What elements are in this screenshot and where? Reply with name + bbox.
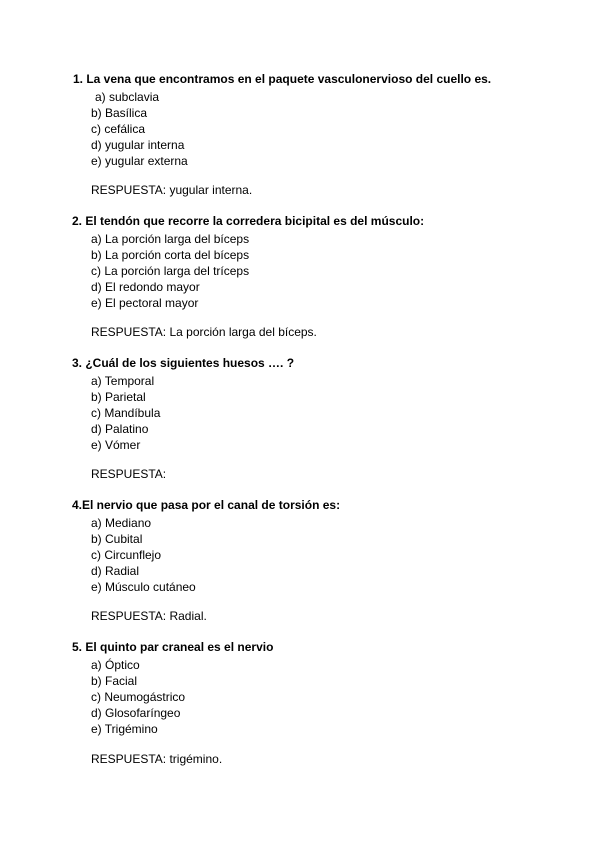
option-b: b) Basílica [91,106,148,120]
option-a: a) Óptico [91,658,140,672]
option-a: a) subclavia [95,90,160,104]
answer-line: RESPUESTA: [91,467,167,481]
option-c: c) La porción larga del tríceps [91,264,250,278]
option-c: c) Mandíbula [91,406,161,420]
answer-line: RESPUESTA: yugular interna. [91,183,253,197]
option-e: e) Vómer [91,438,141,452]
question-title: 4.El nervio que pasa por el canal de torsión es: [72,498,341,512]
option-e: e) yugular externa [91,154,188,168]
option-e: e) Trigémino [91,722,158,736]
option-d: d) Radial [91,564,140,578]
options-list [91,231,249,311]
option-d: d) Palatino [91,422,149,436]
option-a: a) La porción larga del bíceps [91,232,250,246]
options-list [91,515,196,595]
answer-line: RESPUESTA: La porción larga del bíceps. [91,325,317,339]
option-d: d) Glosofaríngeo [91,706,181,720]
question-title: 3. ¿Cuál de los siguientes huesos …. ? [72,356,295,370]
option-a: a) Temporal [91,374,155,388]
option-c: c) Circunflejo [91,548,162,562]
option-d: d) yugular interna [91,138,185,152]
answer-line: RESPUESTA: trigémino. [91,752,223,766]
option-b: b) Cubital [91,532,143,546]
option-e: e) Músculo cutáneo [91,580,196,594]
option-b: b) La porción corta del bíceps [91,248,250,262]
option-a: a) Mediano [91,516,152,530]
question-title: 2. El tendón que recorre la corredera bicipital es del músculo: [72,214,425,228]
option-b: b) Facial [91,674,138,688]
question-title: 1. La vena que encontramos en el paquete vasculonervioso del cuello es. [73,72,492,86]
option-e: e) El pectoral mayor [91,296,199,310]
option-c: c) Neumogástrico [91,690,186,704]
option-d: d) El redondo mayor [91,280,200,294]
options-list [91,89,188,169]
options-list [91,373,160,453]
options-list [91,657,185,737]
question-title: 5. El quinto par craneal es el nervio [72,640,274,654]
option-b: b) Parietal [91,390,146,404]
answer-line: RESPUESTA: Radial. [91,609,207,623]
option-c: c) cefálica [91,122,146,136]
